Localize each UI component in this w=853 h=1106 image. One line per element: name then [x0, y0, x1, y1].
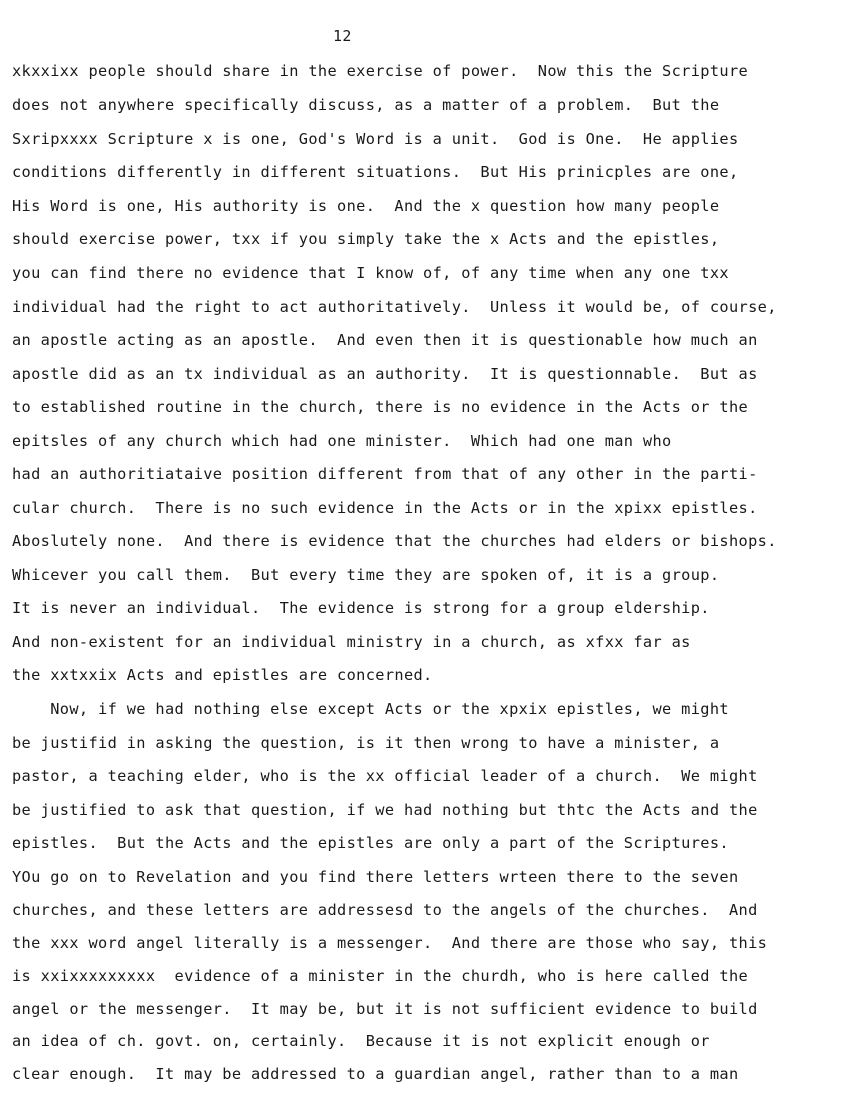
text-line: conditions differently in different situations. But His prinicples are one, — [12, 163, 739, 181]
text-line: His Word is one, His authority is one. And the x question how many people — [12, 197, 720, 215]
text-line: epistles. But the Acts and the epistles are only a part of the Scriptures. — [12, 834, 729, 852]
text-line: epitsles of any church which had one minister. Which had one man who — [12, 432, 672, 450]
text-line: individual had the right to act authoritatively. Unless it would be, of course, — [12, 298, 777, 316]
text-line: Whicever you call them. But every time they are spoken of, it is a group. — [12, 566, 720, 584]
text-line: Sxripxxxx Scripture x is one, God's Word is a unit. God is One. He applies — [12, 130, 739, 148]
text-line: cular church. There is no such evidence in the Acts or in the xpixx epistles. — [12, 499, 758, 517]
text-line: be justifid in asking the question, is it then wrong to have a minister, a — [12, 734, 720, 752]
text-line: you can find there no evidence that I know of, of any time when any one txx — [12, 264, 729, 282]
text-line: the xxx word angel literally is a messenger. And there are those who say, this — [12, 934, 768, 952]
text-line: does not anywhere specifically discuss, as a matter of a problem. But the — [12, 96, 720, 114]
text-line: It is never an individual. The evidence is strong for a group eldership. — [12, 599, 710, 617]
text-line: apostle did as an tx individual as an authority. It is questionnable. But as — [12, 365, 758, 383]
text-line: an idea of ch. govt. on, certainly. Because it is not explicit enough or — [12, 1032, 710, 1050]
text-line: pastor, a teaching elder, who is the xx official leader of a church. We might — [12, 767, 758, 785]
text-line: is xxixxxxxxxxx evidence of a minister in the churdh, who is here called the — [12, 967, 749, 985]
text-line: Aboslutely none. And there is evidence that the churches had elders or bishops. — [12, 532, 777, 550]
text-line: an apostle acting as an apostle. And even then it is questionable how much an — [12, 331, 758, 349]
text-line: the xxtxxix Acts and epistles are concerned. — [12, 666, 433, 684]
text-line: should exercise power, txx if you simply take the x Acts and the epistles, — [12, 230, 720, 248]
text-line: And non-existent for an individual ministry in a church, as xfxx far as — [12, 633, 691, 651]
text-line: clear enough. It may be addressed to a guardian angel, rather than to a man — [12, 1065, 739, 1083]
text-line: YOu go on to Revelation and you find there letters wrteen there to the seven — [12, 868, 739, 886]
text-line: had an authoritiataive position different from that of any other in the parti- — [12, 465, 758, 483]
text-line: angel or the messenger. It may be, but it is not sufficient evidence to build — [12, 1000, 758, 1018]
text-line: Now, if we had nothing else except Acts or the xpxix epistles, we might — [12, 700, 729, 718]
text-line: xkxxixx people should share in the exercise of power. Now this the Scripture — [12, 62, 749, 80]
page-number: 12 — [333, 27, 352, 45]
text-line: be justified to ask that question, if we had nothing but thtc the Acts and the — [12, 801, 758, 819]
text-line: churches, and these letters are addressesd to the angels of the churches. And — [12, 901, 758, 919]
text-line: to established routine in the church, there is no evidence in the Acts or the — [12, 398, 749, 416]
